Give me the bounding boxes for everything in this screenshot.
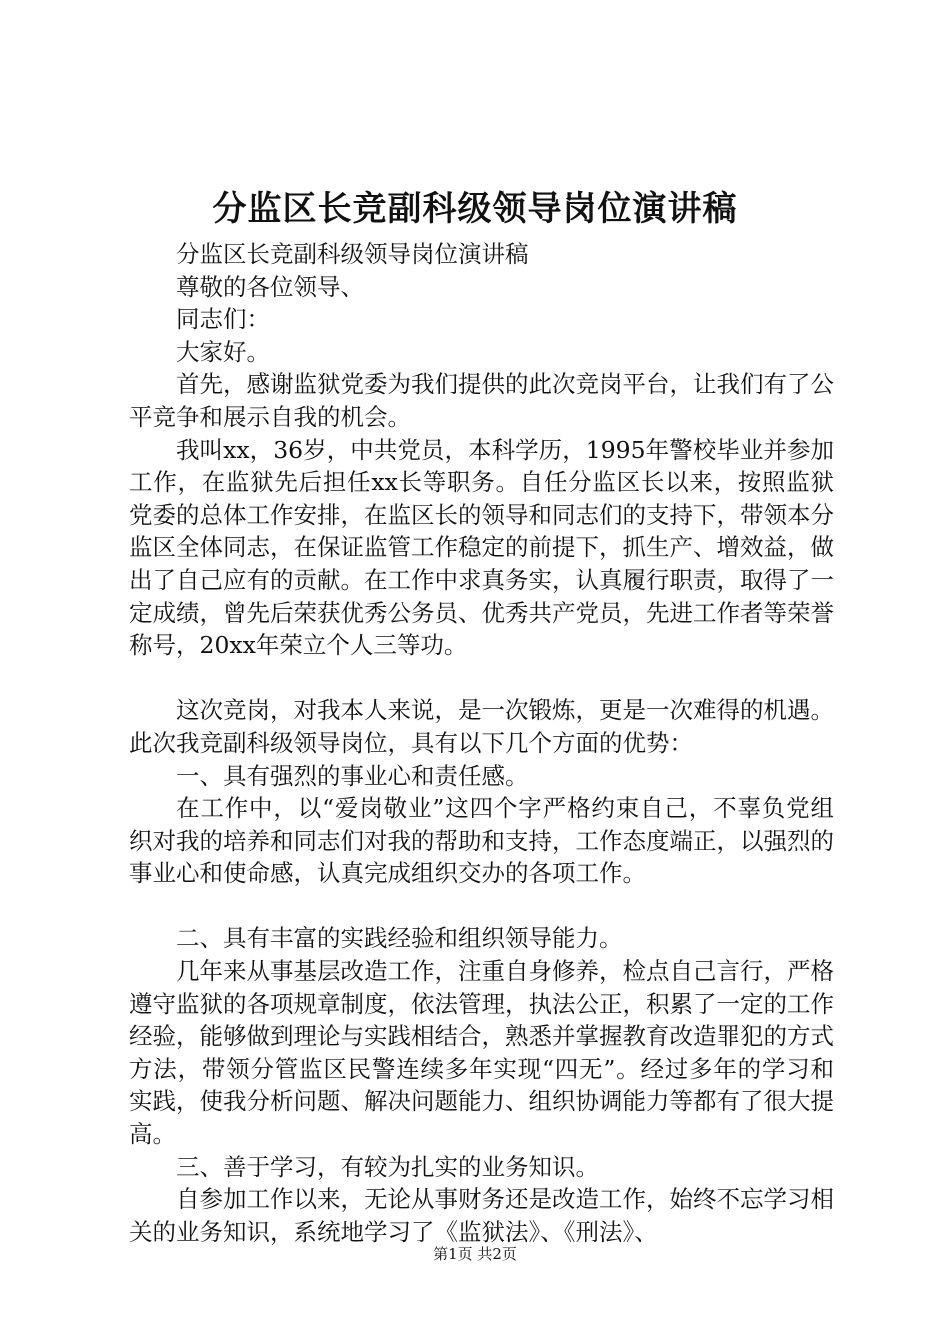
document-body xyxy=(129,238,834,1248)
paragraph-salutation-comrades: 同志们： xyxy=(176,305,270,334)
paragraph-strength-3: 自参加工作以来，无论从事财务还是改造工作，始终不忘学习相关的业务知识，系统地学习了《监狱法》、《刑法》、 xyxy=(129,1185,834,1246)
document-title: 分监区长竞副科级领导岗位演讲稿 xyxy=(212,189,738,229)
paragraph-strength-1: 在工作中，以“爱岗敬业”这四个字严格约束自己，不辜负党组织对我的培养和同志们对我的帮助和支持，工作态度端正，以强烈的事业心和使命感，认真完成组织交办的各项工作。 xyxy=(129,794,834,888)
page-number-footer: 第1页 共2页 xyxy=(433,1245,517,1263)
paragraph-opportunity: 这次竞岗，对我本人来说，是一次锻炼，更是一次难得的机遇。此次我竞副科级领导岗位，具有以下几个方面的优势： xyxy=(129,696,834,757)
paragraph-repeated-title: 分监区长竞副科级领导岗位演讲稿 xyxy=(176,240,529,268)
heading-strength-2: 二、具有丰富的实践经验和组织领导能力。 xyxy=(176,924,623,953)
paragraph-thanks: 首先，感谢监狱党委为我们提供的此次竞岗平台，让我们有了公平竞争和展示自我的机会。 xyxy=(129,370,834,431)
paragraph-greeting: 大家好。 xyxy=(176,337,270,366)
paragraph-salutation: 尊敬的各位领导、 xyxy=(176,272,364,301)
heading-strength-3: 三、善于学习，有较为扎实的业务知识。 xyxy=(176,1152,599,1181)
paragraph-self-introduction: 我叫xx，36岁，中共党员，本科学历，1995年警校毕业并参加工作，在监狱先后担任xx长等职务。自任分监区长以来，按照监狱党委的总体工作安排，在监区长的领导和同志们的支持下，带领本分监区全体同志，在保证监管工作稳定的前提下，抓生产、增效益，做出了自己应有的贡献。在工作中求真务实，认真履行职责，取得了一定成绩，曾先后荣获优秀公务员、优秀共产党员，先进工作者等荣誉称号，20xx年荣立个人三等功。 xyxy=(129,435,834,660)
paragraph-strength-2: 几年来从事基层改造工作，注重自身修养，检点自己言行，严格遵守监狱的各项规章制度，依法管理，执法公正，积累了一定的工作经验，能够做到理论与实践相结合，熟悉并掌握教育改造罪犯的方式方法，带领分管监区民警连续多年实现“四无”。经过多年的学习和实践，使我分析问题、解决问题能力、组织协调能力等都有了很大提高。 xyxy=(129,957,834,1149)
heading-strength-1: 一、具有强烈的事业心和责任感。 xyxy=(176,761,529,790)
